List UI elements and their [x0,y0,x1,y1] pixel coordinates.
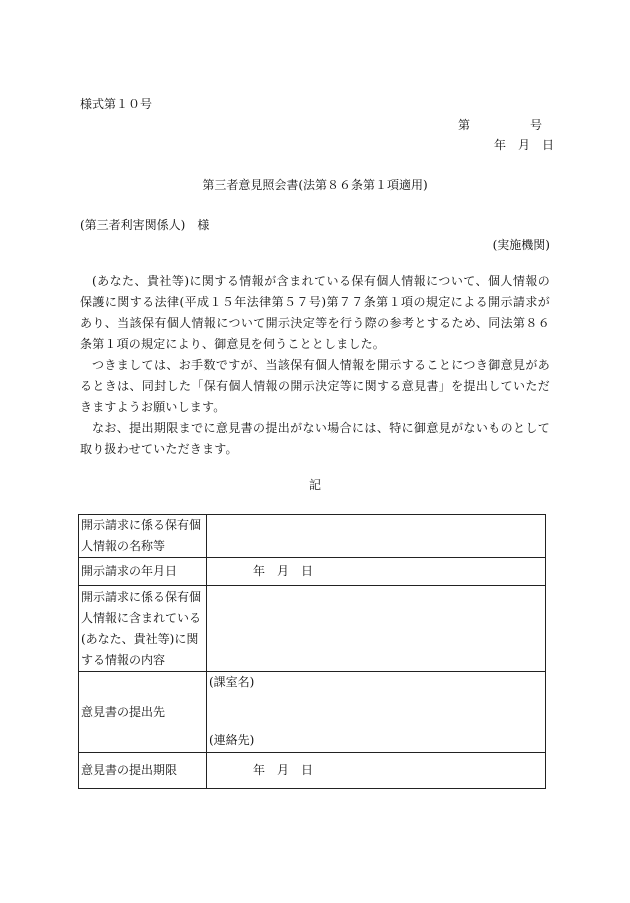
paragraph-1: (あなた、貴社等)に関する情報が含まれている保有個人情報について、個人情報の保護に関する法律(平成１５年法律第５７号)第７７条第１項の規定による開示請求があり、当該保有個人情報について開示決定等を行う際の参考とするため、同法第８６条第１項の規定により、御意見を伺うこととしました。 [80,274,550,351]
table-row [79,515,546,558]
request-date-value: 年 月 日 [253,564,314,578]
addressee: (第三者利害関係人) 様 [80,218,210,232]
contact-label: (連絡先) [209,733,255,747]
paragraph-2: つきましては、お手数ですが、当該保有個人情報を開示することにつき御意見があるときは、同封した「保有個人情報の開示決定等に関する意見書」を提出していただきますようお願いします。 [80,358,550,414]
deadline-date-value: 年 月 日 [253,763,314,777]
table-row [79,586,546,672]
row-label-submission-destination: 意見書の提出先 [79,672,207,753]
document-number-line: 第 号 [458,118,543,132]
sender: (実施機関) [492,238,550,252]
row-value-info-content [207,586,546,672]
row-label-request-date: 開示請求の年月日 [79,558,207,586]
form-number: 様式第１０号 [80,97,153,111]
row-value-submission-deadline [207,753,546,789]
row-value-request-info-name [207,515,546,558]
table-row [79,558,546,586]
row-label-info-content: 開示請求に係る保有個人情報に含まれている(あなた、貴社等)に関する情報の内容 [79,586,207,672]
department-label: (課室名) [209,675,255,689]
page-title: 第三者意見照会書(法第８６条第１項適用) [202,178,428,192]
ki-heading: 記 [308,478,321,492]
info-table [78,514,546,789]
paragraph-3: なお、提出期限までに意見書の提出がない場合には、特に御意見がないものとして取り扱わせていただきます。 [80,421,550,456]
row-value-submission-destination [207,672,546,753]
row-label-request-info-name: 開示請求に係る保有個人情報の名称等 [79,515,207,558]
body-text [80,271,550,460]
table-row [79,672,546,753]
row-value-request-date [207,558,546,586]
row-label-submission-deadline: 意見書の提出期限 [79,753,207,789]
table-row [79,753,546,789]
date-line: 年 月 日 [494,138,555,152]
